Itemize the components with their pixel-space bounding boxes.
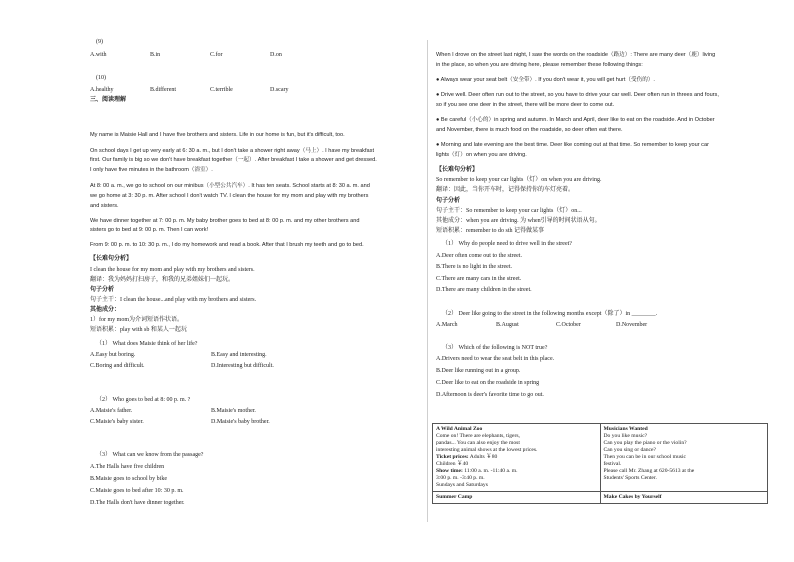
analysis-translation: 翻译：我为妈妈打扫房子，和我的兄弟姐妹们一起玩。 bbox=[90, 277, 235, 283]
q9-option-a: A.with bbox=[90, 52, 107, 58]
passage-line: I only have five minutes in the bathroom（浴室）. bbox=[90, 167, 213, 173]
ad-cakes-title: Make Cakes by Yourself bbox=[603, 494, 662, 500]
ad-ticket-row bbox=[436, 454, 597, 461]
analysis-other-label: 其他成分： bbox=[90, 307, 121, 313]
question-stem: （1） Why do people need to drive well in the street? bbox=[442, 241, 572, 247]
ad-zoo bbox=[433, 424, 601, 492]
analysis-phrase: 短语积累：remember to do sth 记得做某事 bbox=[436, 228, 544, 234]
passage-line: When I drove on the street last night, I saw the words on the roadside（路边）: There are many deer（鹿）living bbox=[436, 52, 716, 58]
analysis-main-clause: 句子主干：So remember to keep your car lights（灯）on... bbox=[436, 208, 582, 214]
ad-line: Do you like music? bbox=[603, 433, 648, 439]
analysis-heading: 【长难句分析】 bbox=[90, 256, 133, 262]
passage-line: ● Morning and late evening are the best time. Deer like coming out at that time. So remember to keep your car bbox=[436, 142, 709, 148]
ad-make-cakes bbox=[600, 492, 768, 504]
question-option: D.Interesting but difficult. bbox=[211, 363, 274, 369]
question-option: B.August bbox=[496, 322, 519, 328]
question-option: C.Deer like to eat on the roadside in spring bbox=[436, 380, 540, 386]
analysis-phrase: 短语积累：play with sb 和某人一起玩 bbox=[90, 327, 187, 333]
question-option: A.Deer often come out to the street. bbox=[436, 253, 522, 259]
q10-number: (10) bbox=[96, 75, 106, 81]
question-option: C.Maisie's baby sister. bbox=[90, 419, 144, 425]
ad-show-row bbox=[436, 468, 597, 475]
ad-show-days: Sundays and Saturdays bbox=[436, 482, 488, 488]
ad-show-time: 3:00 p. m. -3:40 p. m. bbox=[436, 475, 485, 481]
ad-line: pandas... You can also enjoy the most bbox=[436, 440, 520, 446]
passage-line: in the place, so when you are driving here, please remember these following things: bbox=[436, 62, 643, 68]
question-option: B.Easy and interesting. bbox=[211, 352, 267, 358]
q9-option-d: D.on bbox=[270, 52, 282, 58]
question-option: B.Maisie's mother. bbox=[211, 408, 256, 414]
passage-line: On school days I get up very early at 6: 30 a. m., but I don't take a shower right away（马上）. I have my breakfast bbox=[90, 148, 374, 154]
ad-camp-title: Summer Camp bbox=[436, 494, 473, 500]
q10-option-d: D.scary bbox=[270, 87, 289, 93]
question-option: C.Maisie goes to bed after 10: 30 p. m. bbox=[90, 488, 184, 494]
analysis-other-detail: 1）for my mom为介词短语作状语。 bbox=[90, 317, 183, 323]
passage-line: My name is Maisie Hall and I have five brothers and sisters. Life in our home is fun, but it's difficult, too. bbox=[90, 132, 345, 138]
q10-option-b: B.different bbox=[150, 87, 177, 93]
question-option: A.The Halls have five children bbox=[90, 464, 165, 470]
analysis-structure-label: 句子分析 bbox=[436, 198, 461, 204]
ads-table bbox=[432, 423, 768, 504]
question-option: A.Drivers need to wear the seat belt in this place. bbox=[436, 356, 555, 362]
ad-line: interesting animal shows at the lowest prices. bbox=[436, 447, 538, 453]
section-title: 三、阅读理解 bbox=[90, 97, 127, 103]
question-option: D.The Halls don't have dinner together. bbox=[90, 500, 185, 506]
question-option: D.There are many children in the street. bbox=[436, 287, 532, 293]
analysis-heading: 【长难句分析】 bbox=[436, 167, 479, 173]
question-option: D.Afternoon is deer's favorite time to go out. bbox=[436, 392, 544, 398]
ad-ticket-label: Ticket prices: bbox=[436, 454, 469, 460]
passage-line: From 9: 00 p. m. to 10: 30 p. m., I do my homework and read a book. After that I brush my teeth and go to bed. bbox=[90, 242, 364, 248]
analysis-structure-label: 句子分析 bbox=[90, 287, 115, 293]
question-option: D.November bbox=[616, 322, 648, 328]
ad-show-label: Show time: bbox=[436, 468, 463, 474]
passage-line: sisters go to bed at 9: 00 p. m. Then I can work! bbox=[90, 227, 209, 233]
question-option: D.Maisie's baby brother. bbox=[211, 419, 270, 425]
ad-line: Then you can be in our school music bbox=[603, 454, 686, 460]
ad-ticket-adults: Adults ￥80 bbox=[469, 454, 498, 460]
question-option: B.Deer like running out in a group. bbox=[436, 368, 521, 374]
passage-line: ● Always wear your seat belt（安全带）. If you don't wear it, you will get hurt（受伤的）. bbox=[436, 77, 655, 83]
ad-line: Can you sing or dance? bbox=[603, 447, 657, 453]
q9-number: (9) bbox=[96, 39, 103, 45]
ad-ticket-children: Children ￥40 bbox=[436, 461, 469, 467]
passage-line: ● Be careful（小心的）in spring and autumn. In March and April, deer like to eat on the roadside. And in October bbox=[436, 117, 715, 123]
passage-line: ● Drive well. Deer often run out to the street, so you have to drive your car well. Deer often run in threes and fours, bbox=[436, 92, 719, 98]
ad-line: Can you play the piano or the violin? bbox=[603, 440, 687, 446]
q10-option-c: C.terrible bbox=[210, 87, 233, 93]
question-option: B.Maisie goes to school by bike bbox=[90, 476, 167, 482]
question-option: C.There are many cars in the street. bbox=[436, 276, 522, 282]
question-option: A.Easy but boring. bbox=[90, 352, 136, 358]
ad-show-time: 11:00 a. m. -11:40 a. m. bbox=[464, 468, 518, 474]
analysis-main-clause: 句子主干：I clean the house...and play with my brothers and sisters. bbox=[90, 297, 257, 303]
ad-zoo-title: A Wild Animal Zoo bbox=[436, 426, 483, 432]
ad-summer-camp bbox=[433, 492, 601, 504]
q9-option-b: B.in bbox=[150, 52, 161, 58]
analysis-other: 其他成分：when you are driving. 为 when引导的时间状语从句。 bbox=[436, 218, 601, 224]
passage-line: first. Our family is big so we don't have breakfast together（一起）. After breakfast I take a shower and get dressed. bbox=[90, 157, 377, 163]
analysis-sentence: I clean the house for my mom and play with my brothers and sisters. bbox=[90, 267, 255, 273]
question-stem: （2） Deer like going to the street in the following months except（除了）in ________. bbox=[442, 311, 658, 317]
ad-line: Come on! There are elephants, tigers, bbox=[436, 433, 520, 439]
question-option: C.October bbox=[556, 322, 581, 328]
question-option: C.Boring and difficult. bbox=[90, 363, 145, 369]
ad-line: Students' Sports Center. bbox=[603, 475, 657, 481]
passage-line: At 8: 00 a. m., we go to school on our minibus（小型公共汽车）. It has ten seats. School starts at 8: 30 a. m. and bbox=[90, 183, 370, 189]
passage-line: so if you see one deer in the street, there will be more deer to come out. bbox=[436, 102, 615, 108]
column-divider bbox=[427, 40, 428, 522]
passage-line: and sisters. bbox=[90, 203, 119, 209]
passage-line: We have dinner together at 7: 00 p. m. My baby brother goes to bed at 8: 00 p. m. and my other brothers and bbox=[90, 218, 360, 224]
passage-line: lights（灯）on when you are driving. bbox=[436, 152, 527, 158]
question-option: A.Maisie's father. bbox=[90, 408, 133, 414]
ad-musicians-title: Musicians Wanted bbox=[603, 426, 648, 432]
left-column bbox=[90, 0, 410, 562]
ad-musicians bbox=[600, 424, 768, 492]
passage-line: and November, there is much food on the roadside, so deer often eat there. bbox=[436, 127, 623, 133]
analysis-sentence: So remember to keep your car lights（灯）on when you are driving. bbox=[436, 177, 602, 183]
question-option: B.There is no light in the street. bbox=[436, 264, 512, 270]
passage-line: we go home at 3: 30 p. m. After school I don't watch TV. I clean the house for my mom and play with my brothers bbox=[90, 193, 369, 199]
question-stem: （2） Who goes to bed at 8: 00 p. m. ? bbox=[96, 397, 191, 403]
q10-option-a: A.healthy bbox=[90, 87, 114, 93]
question-stem: （3） What can we know from the passage? bbox=[96, 452, 204, 458]
analysis-translation: 翻译：因此，当你开车时，记得保持你的车灯亮着。 bbox=[436, 187, 575, 193]
q9-option-c: C.for bbox=[210, 52, 223, 58]
question-option: A.March bbox=[436, 322, 458, 328]
question-stem: （1） What does Maisie think of her life? bbox=[96, 341, 198, 347]
question-stem: （3） Which of the following is NOT true? bbox=[442, 345, 548, 351]
ad-line: festival. bbox=[603, 461, 622, 467]
ad-line: Please call Mr. Zhang at 620-5613 at the bbox=[603, 468, 695, 474]
